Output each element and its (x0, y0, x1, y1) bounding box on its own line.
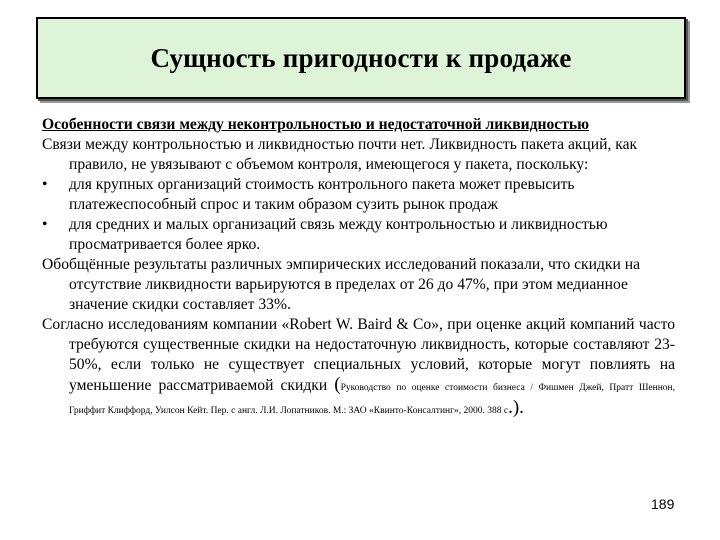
citation-text: Руководство по оценке стоимости бизнеса / Фишмен Джей, Пратт Шеннон, Гриффит Клиффорд, Уилсон Кейт. Пер. с англ. Л.И. Лопатников. М.: ЗАО «Квинто-Консалтинг», 2000. 388 с (69, 383, 675, 416)
slide-content (42, 115, 675, 421)
citation-close: .). (508, 397, 524, 418)
bullet-text: для средних и малых организаций связь между контрольностью и ликвидностью просматривается более ярко. (69, 216, 608, 253)
paragraph-empirical-results: Обобщённые результаты различных эмпирических исследований показали, что скидки на отсутствие ликвидности варьируются в пределах от 26 до 47%, при этом медианное значение скидки составляет 33%. (42, 256, 640, 313)
bullet-item-large-companies (42, 175, 675, 215)
slide-title: Сущность пригодности к продаже (150, 42, 572, 73)
section-heading: Особенности связи между неконтрольностью и недостаточной ликвидностью (42, 116, 590, 133)
title-box (36, 17, 686, 99)
citation-open-paren: ( (334, 374, 341, 395)
paragraph-baird-study (42, 315, 675, 421)
page-number: 189 (651, 496, 675, 512)
paragraph-liquidity: Связи между контрольностью и ликвидностью почти нет. Ликвидность пакета акций, как правило, не увязывают с объемом контроля, имеющегося у пакета, поскольку: (42, 136, 638, 173)
baird-study-text: Согласно исследованиям компании «Robert W. Baird & Co», при оценке акций компаний часто требуются существенные скидки на недостаточную ликвидность, которые составляют 23-50%, если только не существует специальных условий, которые могут повлиять на уменьшение рассматриваемой скидки (42, 316, 675, 394)
bullet-text: для крупных организаций стоимость контрольного пакета может превысить платежеспособный спрос и таким образом сузить рынок продаж (69, 176, 575, 213)
bullet-icon: • (42, 216, 48, 233)
bullet-item-small-companies (42, 215, 675, 255)
bullet-icon: • (42, 176, 48, 193)
